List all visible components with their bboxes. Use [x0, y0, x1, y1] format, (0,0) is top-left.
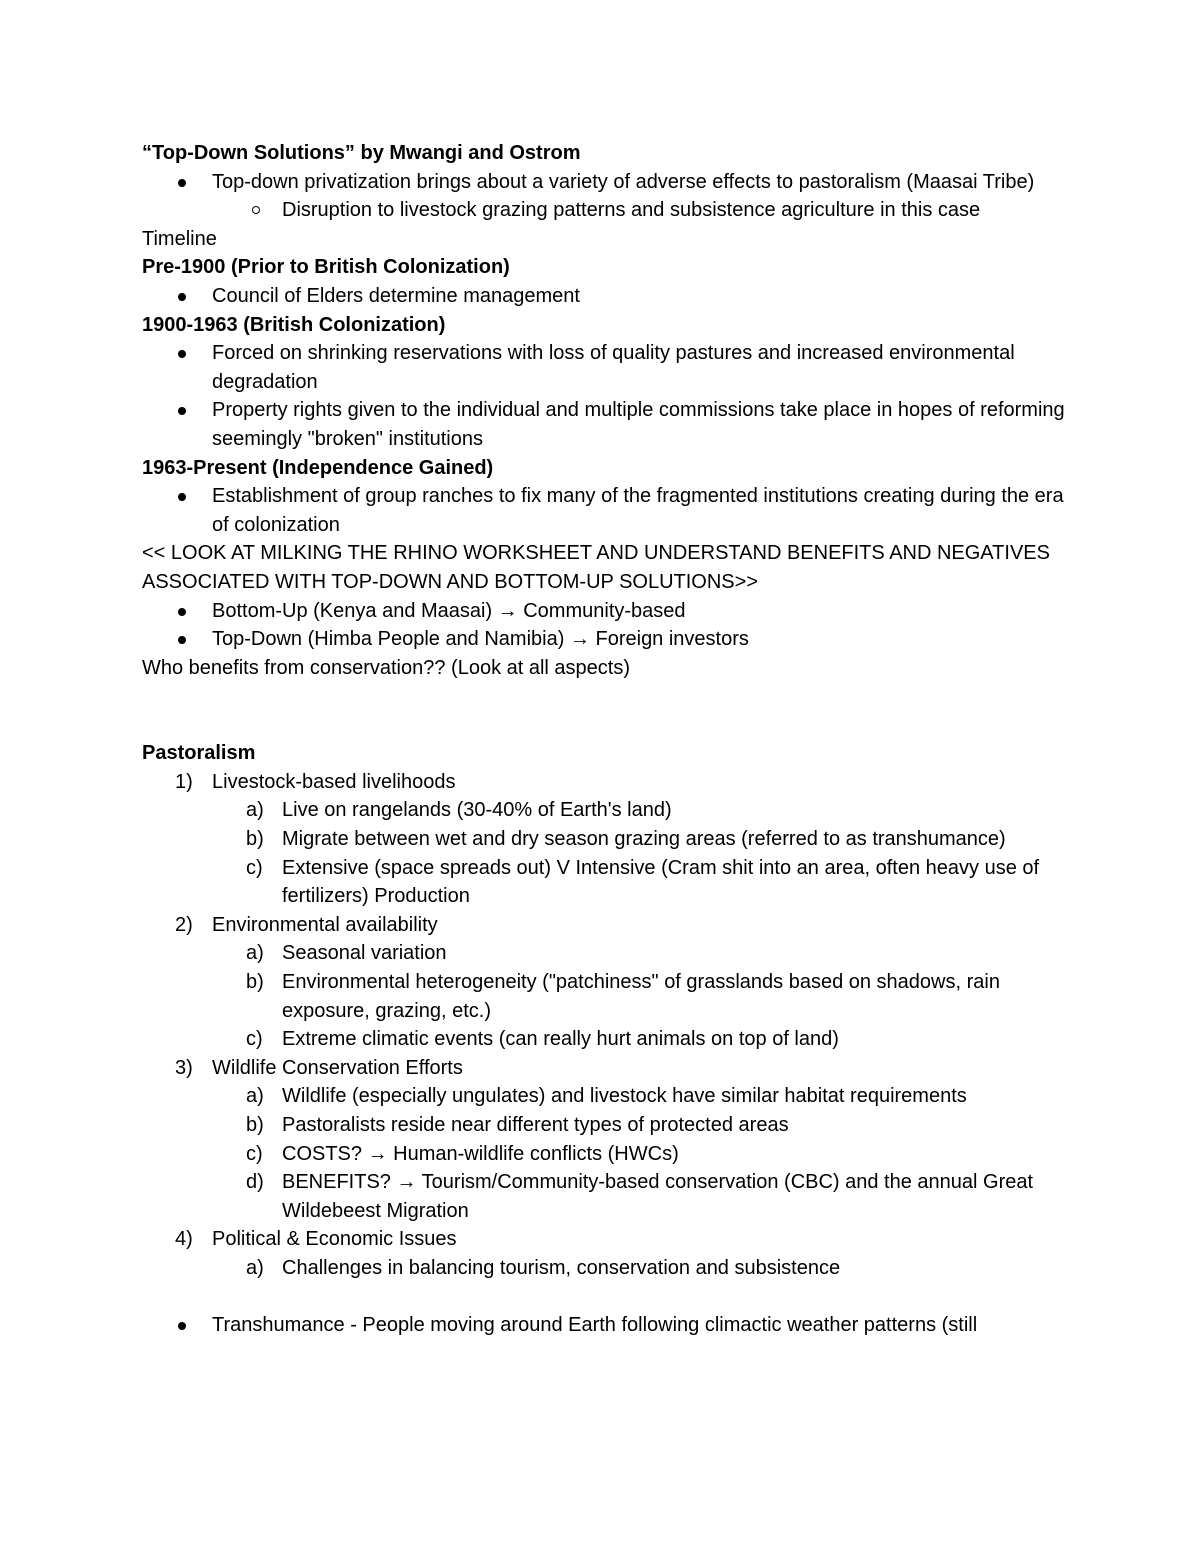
bullet-item: Property rights given to the individual and multiple commissions take place in hopes of reforming seemingly "broken" institutions	[142, 396, 1072, 453]
lettered-item: a) Challenges in balancing tourism, conservation and subsistence	[246, 1256, 841, 1279]
bullet-item: Establishment of group ranches to fix many of the fragmented institutions creating during the era of colonization	[142, 482, 1072, 539]
period-heading: 1963-Present (Independence Gained)	[142, 456, 494, 479]
lettered-item: a) Seasonal variation	[246, 942, 447, 965]
bullet-icon	[178, 608, 186, 616]
period-heading: 1900-1963 (British Colonization)	[142, 313, 446, 336]
worksheet-note: << LOOK AT MILKING THE RHINO WORKSHEET AND UNDERSTAND BENEFITS AND NEGATIVES ASSOCIATED WITH TOP-DOWN AND BOTTOM-UP SOLUTIONS>>	[142, 542, 1050, 593]
spacer	[142, 1283, 1072, 1311]
numbered-item: 3) Wildlife Conservation Efforts	[175, 1056, 463, 1079]
hollow-bullet-icon	[252, 206, 260, 214]
lettered-item: d) BENEFITS? → Tourism/Community-based conservation (CBC) and the annual Great Wildebeest Migration	[246, 1171, 1034, 1222]
document-body	[142, 139, 1072, 1339]
bullet-item: Transhumance - People moving around Earth following climactic weather patterns (still	[142, 1311, 1072, 1340]
bullet-item: Forced on shrinking reservations with loss of quality pastures and increased environmental degradation	[142, 339, 1072, 396]
question-line: Who benefits from conservation?? (Look at all aspects)	[142, 656, 631, 679]
bullet-icon	[178, 350, 186, 358]
bullet-icon	[178, 293, 186, 301]
lettered-item: b) Pastoralists reside near different types of protected areas	[246, 1114, 789, 1136]
document-title: “Top-Down Solutions” by Mwangi and Ostrom	[142, 142, 581, 164]
bullet-item: Bottom-Up (Kenya and Maasai) → Community-based	[142, 597, 1072, 626]
lettered-item: a) Live on rangelands (30-40% of Earth's land)	[246, 799, 672, 822]
spacer	[142, 682, 1072, 739]
section-heading: Pastoralism	[142, 742, 256, 765]
lettered-item: c) COSTS? → Human-wildlife conflicts (HWCs)	[246, 1142, 679, 1165]
bullet-icon	[178, 407, 186, 415]
bullet-item: Council of Elders determine management	[142, 282, 1072, 311]
bullet-icon	[178, 493, 186, 501]
bullet-icon	[178, 1322, 186, 1330]
timeline-label: Timeline	[142, 227, 217, 250]
lettered-item: b) Environmental heterogeneity ("patchiness" of grasslands based on shadows, rain exposure, grazing, etc.)	[246, 971, 1000, 1022]
lettered-item: c) Extreme climatic events (can really hurt animals on top of land)	[246, 1028, 839, 1051]
bullet-icon	[178, 636, 186, 644]
numbered-item: 1) Livestock-based livelihoods	[175, 770, 456, 793]
lettered-item: a) Wildlife (especially ungulates) and livestock have similar habitat requirements	[246, 1085, 967, 1108]
period-heading: Pre-1900 (Prior to British Colonization)	[142, 256, 510, 279]
numbered-item: 4) Political & Economic Issues	[175, 1228, 457, 1251]
lettered-item: c) Extensive (space spreads out) V Intensive (Cram shit into an area, often heavy use of fertilizers) Production	[246, 856, 1040, 908]
bullet-icon	[178, 179, 186, 187]
bullet-item: Top-Down (Himba People and Namibia) → Foreign investors	[142, 625, 1072, 654]
numbered-item: 2) Environmental availability	[175, 913, 438, 936]
lettered-item: b) Migrate between wet and dry season grazing areas (referred to as transhumance)	[246, 828, 1006, 851]
bullet-item: Top-down privatization brings about a variety of adverse effects to pastoralism (Maasai Tribe)	[142, 168, 1072, 197]
sub-bullet-item: Disruption to livestock grazing patterns and subsistence agriculture in this case	[142, 196, 1072, 225]
